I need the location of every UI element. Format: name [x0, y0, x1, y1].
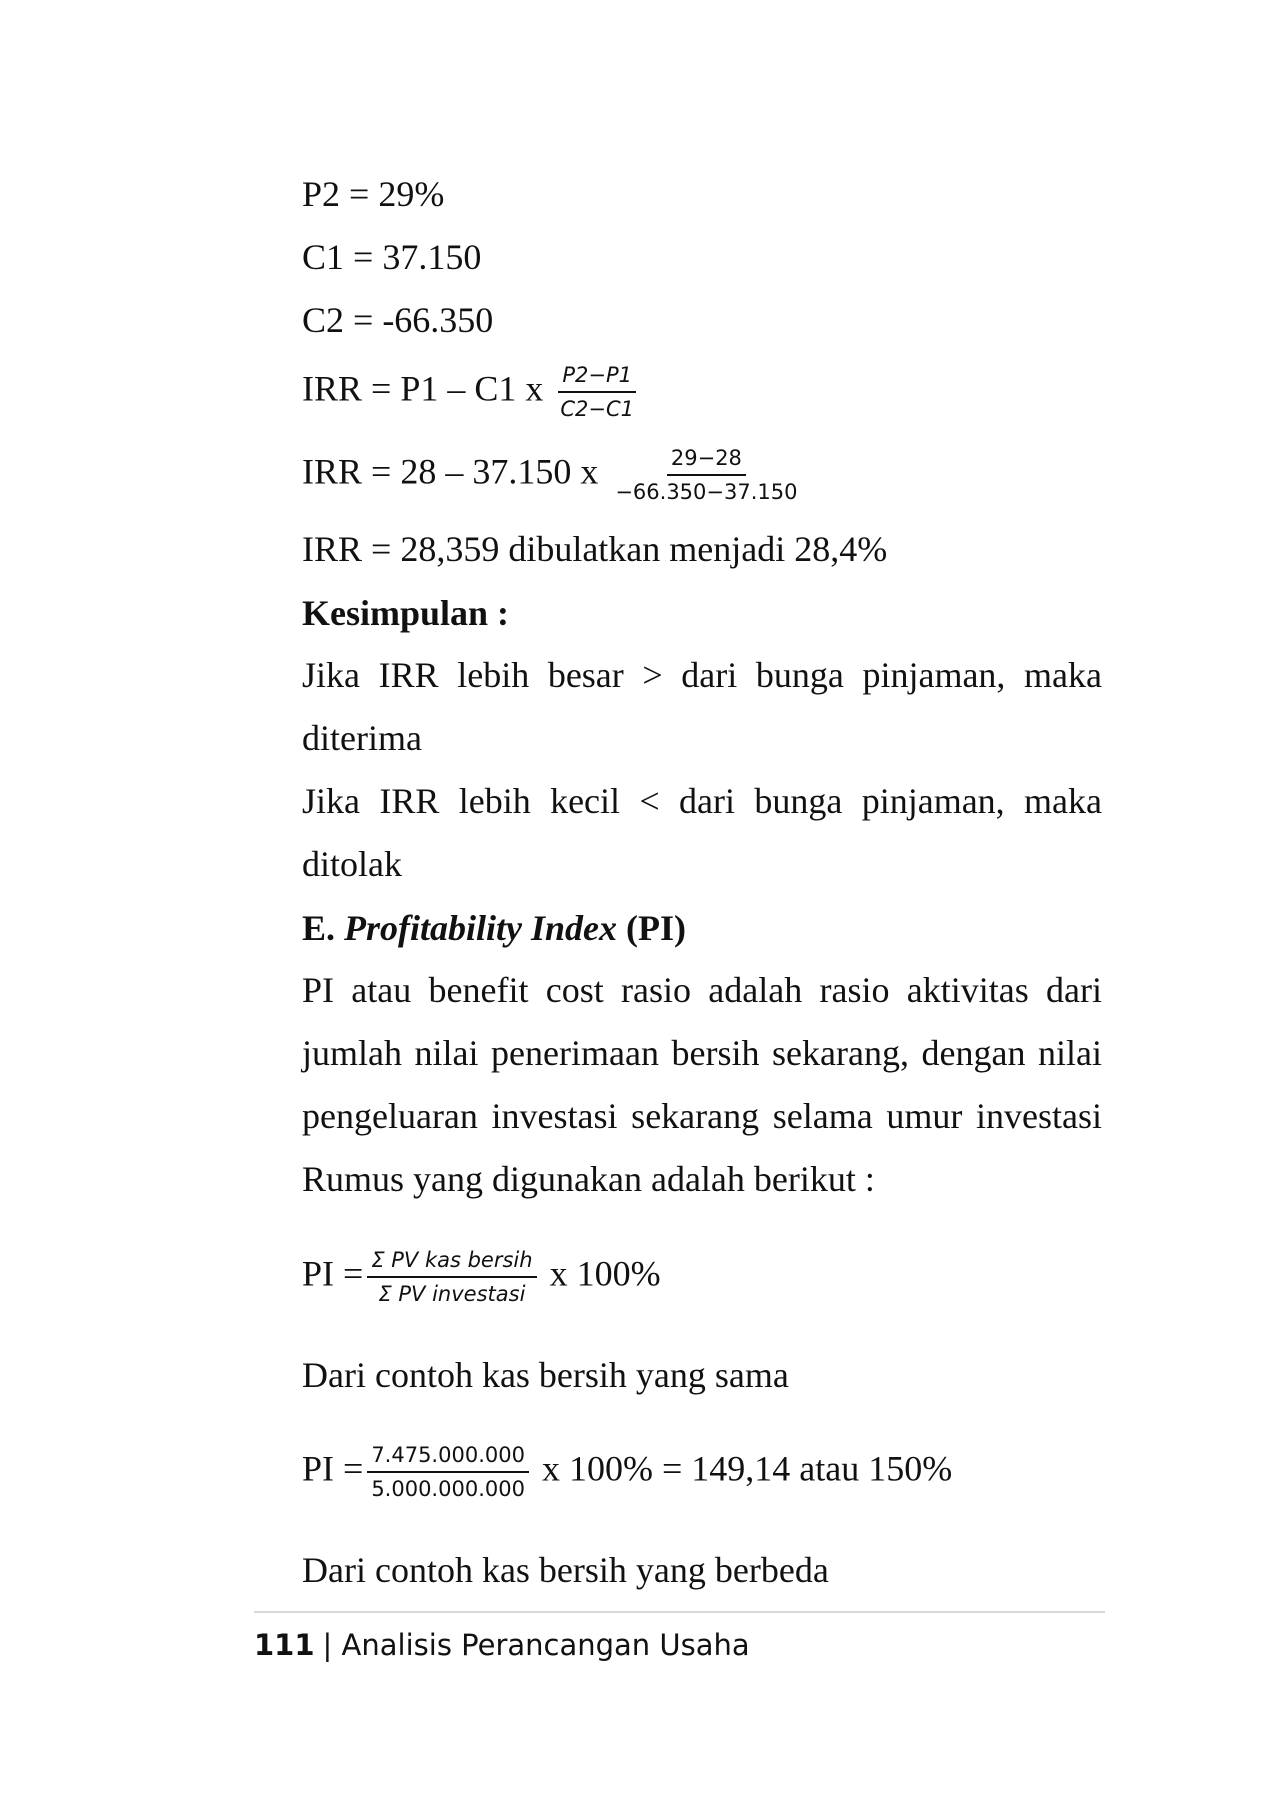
section-number: E.: [302, 908, 336, 948]
rule-accept-line1: Jika IRR lebih besar > dari bunga pinjaman, maka: [302, 655, 1102, 695]
denominator: C2−C1: [560, 397, 635, 421]
section-heading: [302, 908, 686, 948]
paragraph-line: PI atau benefit cost rasio adalah rasio aktivitas dari: [302, 970, 1102, 1010]
pi-formula-lhs: PI =: [302, 1253, 364, 1294]
rule-accept-line2: diterima: [302, 718, 422, 758]
p2-line: P2 = 29%: [302, 174, 445, 214]
pi-formula: [302, 1246, 661, 1308]
irr-formula: [302, 361, 642, 423]
book-title: Analisis Perancangan Usaha: [341, 1628, 750, 1662]
pi-calculation-fraction: [367, 1441, 529, 1503]
pi-fraction: [367, 1246, 536, 1308]
pi-calculation-lhs: PI =: [302, 1448, 364, 1489]
numerator: Σ PV kas bersih: [367, 1246, 536, 1278]
page-number: 111: [254, 1628, 315, 1662]
example-same-text: Dari contoh kas bersih yang sama: [302, 1355, 789, 1395]
rule-reject-line2: ditolak: [302, 844, 402, 884]
denominator: −66.350−37.150: [615, 480, 798, 504]
footer-separator: |: [322, 1628, 333, 1662]
paragraph-line: pengeluaran investasi sekarang selama umur investasi: [302, 1096, 1102, 1136]
footer-divider: [254, 1611, 1105, 1613]
irr-result: IRR = 28,359 dibulatkan menjadi 28,4%: [302, 529, 888, 569]
paragraph-line: Rumus yang digunakan adalah berikut :: [302, 1159, 875, 1199]
pi-formula-rhs: x 100%: [549, 1253, 661, 1294]
rule-reject-line1: Jika IRR lebih kecil < dari bunga pinjaman, maka: [302, 781, 1102, 821]
numerator: P2−P1: [558, 361, 636, 393]
denominator: 5.000.000.000: [371, 1477, 525, 1501]
paragraph-line: jumlah nilai penerimaan bersih sekarang, dengan nilai: [302, 1033, 1102, 1073]
irr-substitution-fraction: [611, 444, 801, 506]
numerator: 29−28: [667, 444, 746, 476]
irr-substitution-lhs: IRR = 28 – 37.150 x: [302, 451, 599, 492]
denominator: Σ PV investasi: [378, 1282, 526, 1306]
pi-calculation: [302, 1441, 952, 1503]
pi-calculation-rhs: x 100% = 149,14 atau 150%: [541, 1448, 953, 1489]
irr-fraction: [556, 361, 638, 423]
irr-substitution: [302, 444, 805, 506]
numerator: 7.475.000.000: [367, 1441, 529, 1473]
c1-line: C1 = 37.150: [302, 237, 482, 277]
section-title: Profitability Index: [344, 908, 618, 948]
irr-formula-lhs: IRR = P1 – C1 x: [302, 368, 544, 409]
example-different-text: Dari contoh kas bersih yang berbeda: [302, 1550, 829, 1590]
page-footer: [254, 1628, 750, 1662]
conclusion-heading: Kesimpulan :: [302, 593, 510, 633]
section-abbrev: (PI): [626, 908, 686, 948]
c2-line: C2 = -66.350: [302, 300, 494, 340]
